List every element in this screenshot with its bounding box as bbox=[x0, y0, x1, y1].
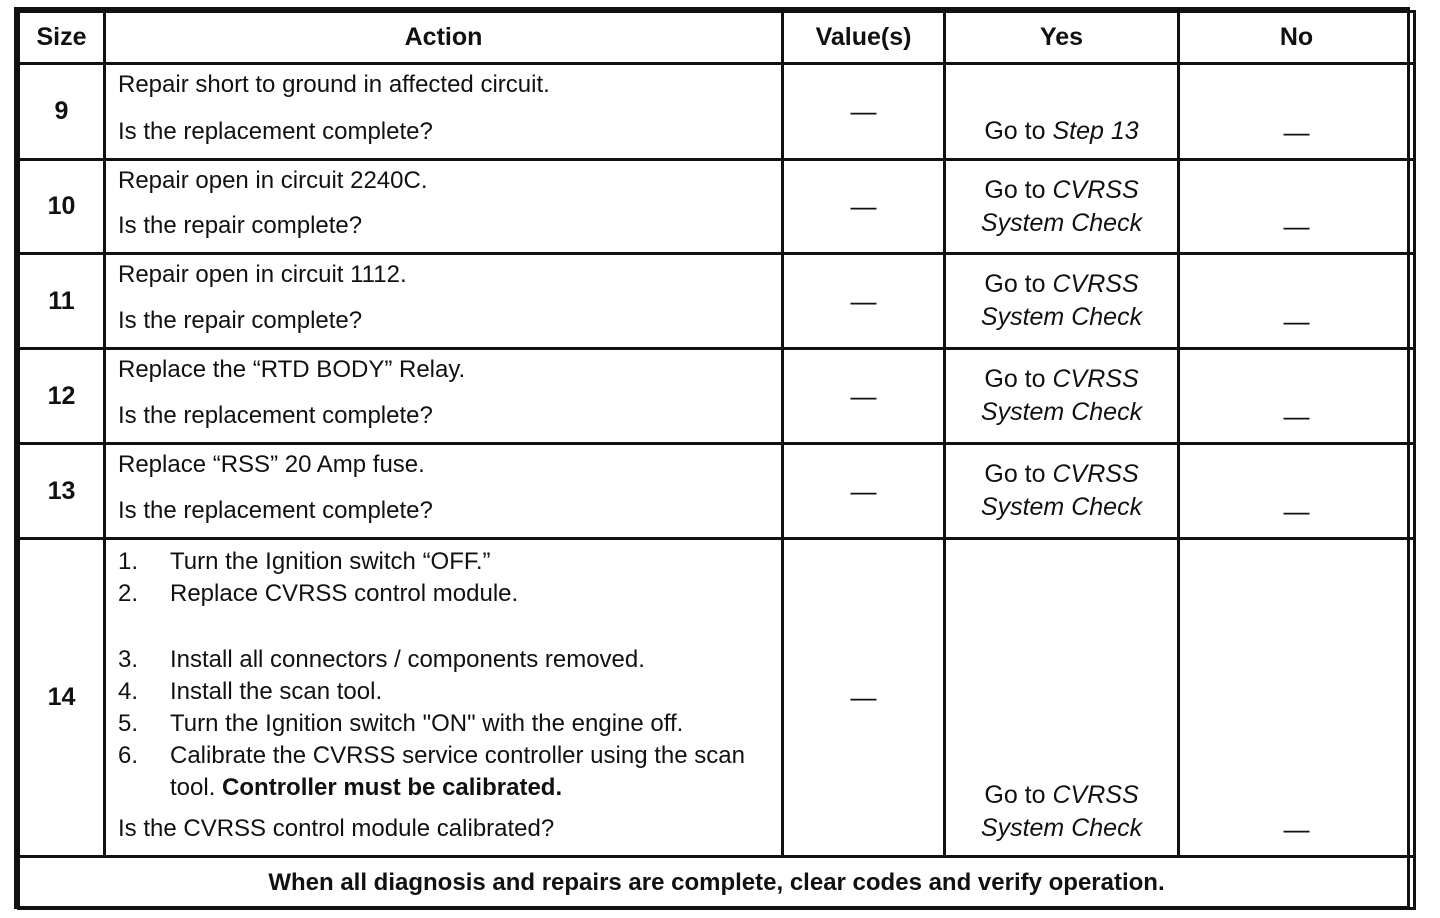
yes-cell bbox=[945, 349, 1179, 444]
value-cell: — bbox=[783, 160, 945, 254]
substep-text: Turn the Ignition switch "ON" with the engine off. bbox=[170, 710, 684, 737]
action-question: Is the replacement complete? bbox=[118, 402, 433, 429]
yes-reference: CVRSS System Check bbox=[980, 460, 1143, 521]
header-action: Action bbox=[105, 12, 783, 64]
yes-prefix: Go to bbox=[984, 175, 1046, 204]
substep-text: Turn the Ignition switch “OFF.” bbox=[170, 548, 491, 575]
action-question: Is the replacement complete? bbox=[118, 497, 433, 524]
step-number: 10 bbox=[19, 160, 105, 254]
value-cell: — bbox=[783, 254, 945, 349]
step-number: 11 bbox=[19, 254, 105, 349]
action-cell bbox=[105, 160, 783, 254]
list-item bbox=[118, 676, 769, 708]
action-question: Is the repair complete? bbox=[118, 212, 363, 239]
yes-reference: CVRSS System Check bbox=[980, 365, 1143, 426]
table-row bbox=[19, 349, 1415, 444]
diagnostic-table-sheet bbox=[14, 7, 1410, 909]
action-question: Is the repair complete? bbox=[118, 307, 363, 334]
step-number: 13 bbox=[19, 444, 105, 539]
substep-number: 4. bbox=[118, 678, 139, 705]
yes-reference: CVRSS System Check bbox=[980, 781, 1143, 842]
table-row bbox=[19, 64, 1415, 160]
substep-text-bold: Controller must be calibrated. bbox=[222, 774, 563, 801]
action-text: Repair short to ground in affected circuit. bbox=[118, 71, 550, 98]
substep-text: Install all connectors / components removed. bbox=[170, 646, 645, 673]
table-row bbox=[19, 444, 1415, 539]
yes-cell bbox=[945, 64, 1179, 160]
yes-prefix: Go to bbox=[984, 270, 1046, 298]
header-step: Size bbox=[19, 12, 105, 64]
step-number: 14 bbox=[19, 539, 105, 857]
action-cell bbox=[105, 64, 783, 160]
value-cell: — bbox=[783, 444, 945, 539]
yes-prefix: Go to bbox=[984, 365, 1046, 393]
no-cell: — bbox=[1179, 160, 1415, 254]
substep-text bbox=[170, 740, 769, 804]
header-no: No bbox=[1179, 12, 1415, 64]
action-text: Replace “RSS” 20 Amp fuse. bbox=[118, 451, 425, 478]
no-cell: — bbox=[1179, 254, 1415, 349]
footer-note: When all diagnosis and repairs are complete, clear codes and verify operation. bbox=[19, 857, 1415, 909]
action-question: Is the CVRSS control module calibrated? bbox=[118, 815, 555, 842]
footer-row bbox=[19, 857, 1415, 909]
yes-cell bbox=[945, 160, 1179, 254]
action-cell bbox=[105, 539, 783, 857]
action-text: Repair open in circuit 1112. bbox=[118, 261, 407, 288]
value-cell: — bbox=[783, 539, 945, 857]
list-spacer bbox=[118, 610, 769, 644]
yes-cell bbox=[945, 254, 1179, 349]
no-cell: — bbox=[1179, 539, 1415, 857]
yes-prefix: Go to bbox=[984, 460, 1046, 488]
list-item bbox=[118, 578, 769, 610]
list-item bbox=[118, 644, 769, 676]
list-item bbox=[118, 708, 769, 740]
yes-prefix: Go to bbox=[984, 117, 1046, 145]
action-cell bbox=[105, 444, 783, 539]
substep-number: 2. bbox=[118, 580, 139, 607]
diagnostic-table bbox=[17, 10, 1416, 910]
substep-list bbox=[118, 546, 769, 804]
yes-reference: Step 13 bbox=[1052, 117, 1139, 145]
no-cell: — bbox=[1179, 444, 1415, 539]
value-cell: — bbox=[783, 349, 945, 444]
substep-number: 3. bbox=[118, 646, 139, 673]
table-row bbox=[19, 160, 1415, 254]
substep-text-main: Calibrate the CVRSS service controller using the scan tool. bbox=[170, 742, 745, 801]
action-text: Replace the “RTD BODY” Relay. bbox=[118, 356, 466, 383]
substep-number: 6. bbox=[118, 742, 139, 769]
list-item bbox=[118, 546, 769, 578]
value-cell: — bbox=[783, 64, 945, 160]
no-cell: — bbox=[1179, 349, 1415, 444]
list-item bbox=[118, 740, 769, 804]
no-cell: — bbox=[1179, 64, 1415, 160]
step-number: 12 bbox=[19, 349, 105, 444]
step-number: 9 bbox=[19, 64, 105, 160]
yes-cell bbox=[945, 444, 1179, 539]
yes-reference: CVRSS System Check bbox=[980, 270, 1143, 331]
substep-text: Install the scan tool. bbox=[170, 678, 383, 705]
yes-cell bbox=[945, 539, 1179, 857]
yes-prefix: Go to bbox=[984, 781, 1046, 809]
substep-number: 1. bbox=[118, 548, 139, 575]
table-row bbox=[19, 254, 1415, 349]
substep-number: 5. bbox=[118, 710, 139, 737]
header-yes: Yes bbox=[945, 12, 1179, 64]
action-question: Is the replacement complete? bbox=[118, 118, 433, 145]
action-text: Repair open in circuit 2240C. bbox=[118, 167, 428, 194]
table-row bbox=[19, 539, 1415, 857]
substep-text: Replace CVRSS control module. bbox=[170, 580, 519, 607]
header-values: Value(s) bbox=[783, 12, 945, 64]
action-cell bbox=[105, 349, 783, 444]
yes-reference: CVRSS System Check bbox=[980, 175, 1143, 237]
header-row bbox=[19, 12, 1415, 64]
action-cell bbox=[105, 254, 783, 349]
